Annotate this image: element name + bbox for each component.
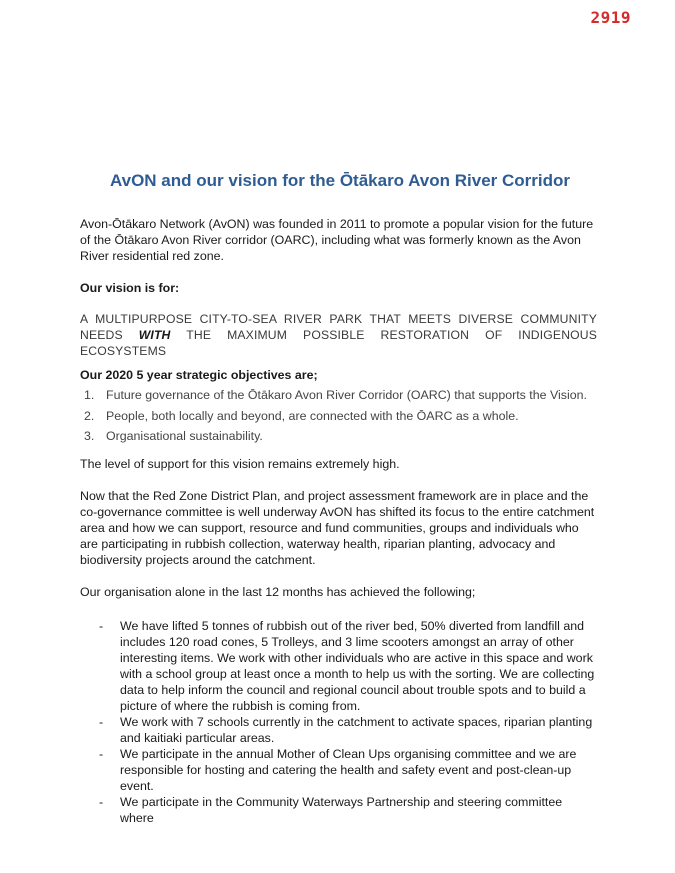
support-paragraph: The level of support for this vision remains extremely high.: [80, 457, 400, 471]
objectives-heading: Our 2020 5 year strategic objectives are;: [80, 368, 318, 382]
vision-statement-emphasis: WITH: [138, 328, 171, 342]
achievement-item: [80, 618, 597, 714]
vision-statement: [80, 311, 597, 359]
achievement-text: We participate in the Community Waterways Partnership and steering committee where: [120, 795, 563, 825]
vision-statement-part2: THE MAXIMUM POSSIBLE RESTORATION OF INDIGENOUS ECOSYSTEMS: [80, 328, 598, 358]
achievement-item: [80, 746, 597, 794]
objective-item: [80, 408, 597, 424]
list-dash: -: [99, 619, 104, 633]
list-dash: -: [99, 795, 104, 809]
page-number: 2919: [590, 8, 631, 27]
objective-number: 3.: [84, 429, 95, 443]
objective-text: Organisational sustainability.: [106, 429, 263, 443]
objective-item: [80, 387, 597, 403]
achievement-text: We have lifted 5 tonnes of rubbish out of the river bed, 50% diverted from landfill and includes 120 road cones, 5 Trolleys, and 3 lime scooters amongst an array of other interesting items. We work with other individuals who are active in this space and work with a school group at least once a month to help us with the sorting. We are collecting data to help inform the council and regional council about trouble spots and to build a picture of where the rubbish is coming from.: [120, 619, 595, 713]
objective-number: 2.: [84, 408, 95, 423]
vision-heading: Our vision is for:: [80, 281, 180, 295]
list-dash: -: [99, 715, 104, 729]
list-dash: -: [99, 747, 104, 761]
objectives-list: [80, 387, 597, 444]
document-title: AvON and our vision for the Ōtākaro Avon River Corridor: [109, 171, 570, 190]
objective-text: Future governance of the Ōtākaro Avon River Corridor (OARC) that supports the Vision.: [106, 388, 587, 402]
achievements-intro: Our organisation alone in the last 12 months has achieved the following;: [80, 585, 476, 599]
objective-item: [80, 428, 597, 444]
achievements-list: [80, 618, 597, 826]
achievement-text: We work with 7 schools currently in the catchment to activate spaces, riparian planting and kaitiaki particular areas.: [120, 715, 593, 745]
focus-shift-paragraph: Now that the Red Zone District Plan, and project assessment framework are in place and the co-governance committee is well underway AvON has shifted its focus to the entire catchment area and how we can support, resource and fund communities, groups and individuals who are participating in rubbish collection, waterway health, riparian planting, advocacy and biodiversity projects around the catchment.: [80, 489, 595, 567]
vision-statement-part1: A MULTIPURPOSE CITY-TO-SEA RIVER PARK THAT MEETS DIVERSE COMMUNITY NEEDS: [80, 312, 597, 342]
document-body: [80, 170, 597, 826]
achievement-item: [80, 714, 597, 746]
objective-number: 1.: [84, 388, 95, 402]
objective-text: People, both locally and beyond, are connected with the ŌARC as a whole.: [106, 408, 519, 423]
achievement-item: [80, 794, 597, 826]
intro-paragraph: Avon-Ōtākaro Network (AvON) was founded in 2011 to promote a popular vision for the future of the Ōtākaro Avon River corridor (OARC), including what was formerly known as the Avon River residential red zone.: [80, 217, 594, 263]
achievement-text: We participate in the annual Mother of Clean Ups organising committee and we are responsible for hosting and catering the health and safety event and post-clean-up event.: [120, 747, 577, 793]
